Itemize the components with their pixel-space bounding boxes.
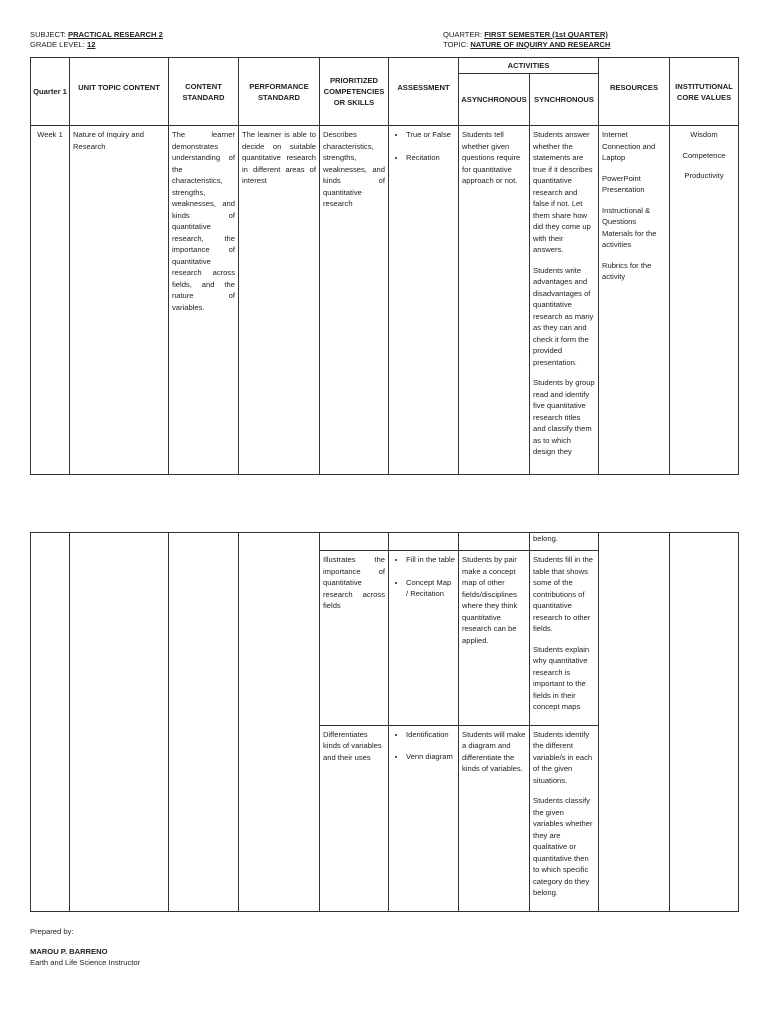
assessment-item: • Fill in the table: [406, 554, 455, 566]
sync-activity: Students by group read and identify five quantitative research titles and classify them as to which design they: [533, 378, 595, 456]
topic-value: NATURE OF INQUIRY AND RESEARCH: [470, 39, 611, 49]
sync-activity: Students explain why quantitative research is important to the fields in their concept maps: [533, 644, 590, 711]
subject-label: SUBJECT:: [30, 30, 66, 39]
sync-activity: Students write advantages and disadvantages of quantitative research as many as they can and check it form the provided presentation.: [533, 265, 594, 367]
col-activities: ACTIVITIES: [459, 58, 599, 74]
assessment-item: • Recitation: [406, 152, 455, 164]
col-synchronous: SYNCHRONOUS: [530, 74, 599, 126]
col-unit: UNIT TOPIC CONTENT: [70, 58, 169, 126]
resource-item: PowerPoint Presentation: [602, 173, 645, 194]
async-cell: Students tell whether given questions require for quantitative approach or not.: [459, 126, 530, 475]
col-assessment: ASSESSMENT: [389, 58, 459, 126]
assessment-cell: [389, 551, 459, 726]
sync-cell: [530, 551, 599, 726]
prepared-by: Prepared by:: [30, 927, 74, 936]
unit-topic-cell: Nature of Inquiry and Research: [70, 126, 169, 475]
preparer-name: MAROU P. BARRENO: [30, 947, 108, 956]
assessment-item: • Venn diagram: [406, 751, 455, 763]
topic-label: TOPIC:: [443, 39, 469, 49]
col-competencies: PRIORITIZED COMPETENCIES OR SKILLS: [320, 58, 389, 126]
async-cell: Students by pair make a concept map of other fields/disciplines where they think quantitative research can be applied.: [459, 551, 530, 726]
grade-label: GRADE LEVEL:: [30, 39, 85, 49]
quarter-label: QUARTER:: [443, 30, 483, 39]
assessment-item: • Identification: [406, 729, 455, 741]
performance-standard-cell: The learner is able to decide on suitable quantitative research in different areas of interest: [239, 126, 320, 475]
core-value: Wisdom: [690, 130, 718, 139]
subject-line: [30, 30, 163, 49]
assessment-item: • True or False: [406, 129, 455, 141]
sync-activity: Students answer whether the statements are true if it describes quantitative research and false if not. Let them share how did they come up with their answers.: [533, 130, 593, 254]
resource-item: Internet Connection and Laptop: [602, 130, 656, 162]
col-content-standard: CONTENT STANDARD: [169, 58, 239, 126]
assessment-cell: [389, 725, 459, 911]
content-standard-cell: The learner demonstrates understanding of the characteristics, strengths, weaknesses, and kinds of quantitative research, the importance of quantitative research across fields, and the nature of variables.: [169, 126, 239, 475]
core-value: Productivity: [684, 171, 724, 180]
sync-activity: Students fill in the table that shows some of the contributions of quantitative research to other fields.: [533, 555, 593, 633]
async-cell: Students will make a diagram and differentiate the kinds of variables.: [459, 725, 530, 911]
col-performance-standard: PERFORMANCE STANDARD: [239, 58, 320, 126]
resources-cell: [599, 126, 670, 475]
col-quarter: Quarter 1: [31, 58, 70, 126]
resource-item: Rubrics for the activity: [602, 260, 652, 281]
subject-value: PRACTICAL RESEARCH 2: [68, 30, 163, 39]
resource-item: Instructional & Questions Materials for the activities: [602, 205, 657, 249]
core-values-cell: [670, 126, 739, 475]
sync-cell: [530, 126, 599, 475]
competency-cell: Illustrates the importance of quantitative research across fields: [320, 551, 389, 726]
sync-cell: [530, 725, 599, 911]
assessment-item: • Concept Map / Recitation: [406, 577, 455, 600]
col-asynchronous: ASYNCHRONOUS: [459, 74, 530, 126]
col-core-values: INSTITUTIONAL CORE VALUES: [670, 58, 739, 126]
competency-cell: Describes characteristics, strengths, weaknesses, and kinds of quantitative research: [320, 126, 389, 475]
quarter-line: [443, 30, 610, 49]
quarter-value: FIRST SEMESTER (1st QUARTER): [484, 30, 608, 39]
curriculum-table-page2: [30, 532, 739, 912]
sync-activity: Students identify the different variable/s in each of the given situations.: [533, 729, 593, 785]
curriculum-table-page1: [30, 57, 739, 475]
sync-continued: belong.: [530, 533, 599, 551]
grade-value: 12: [87, 39, 96, 49]
sync-activity: Students classify the given variables whether they are qualitative or quantitative then to which specific category do they belong.: [533, 796, 593, 897]
col-resources: RESOURCES: [599, 58, 670, 126]
preparer-title: Earth and Life Science Instructor: [30, 958, 141, 967]
assessment-cell: [389, 126, 459, 475]
competency-cell: Differentiates kinds of variables and their uses: [320, 725, 389, 911]
week-cell: Week 1: [31, 126, 70, 475]
core-value: Competence: [682, 150, 726, 160]
